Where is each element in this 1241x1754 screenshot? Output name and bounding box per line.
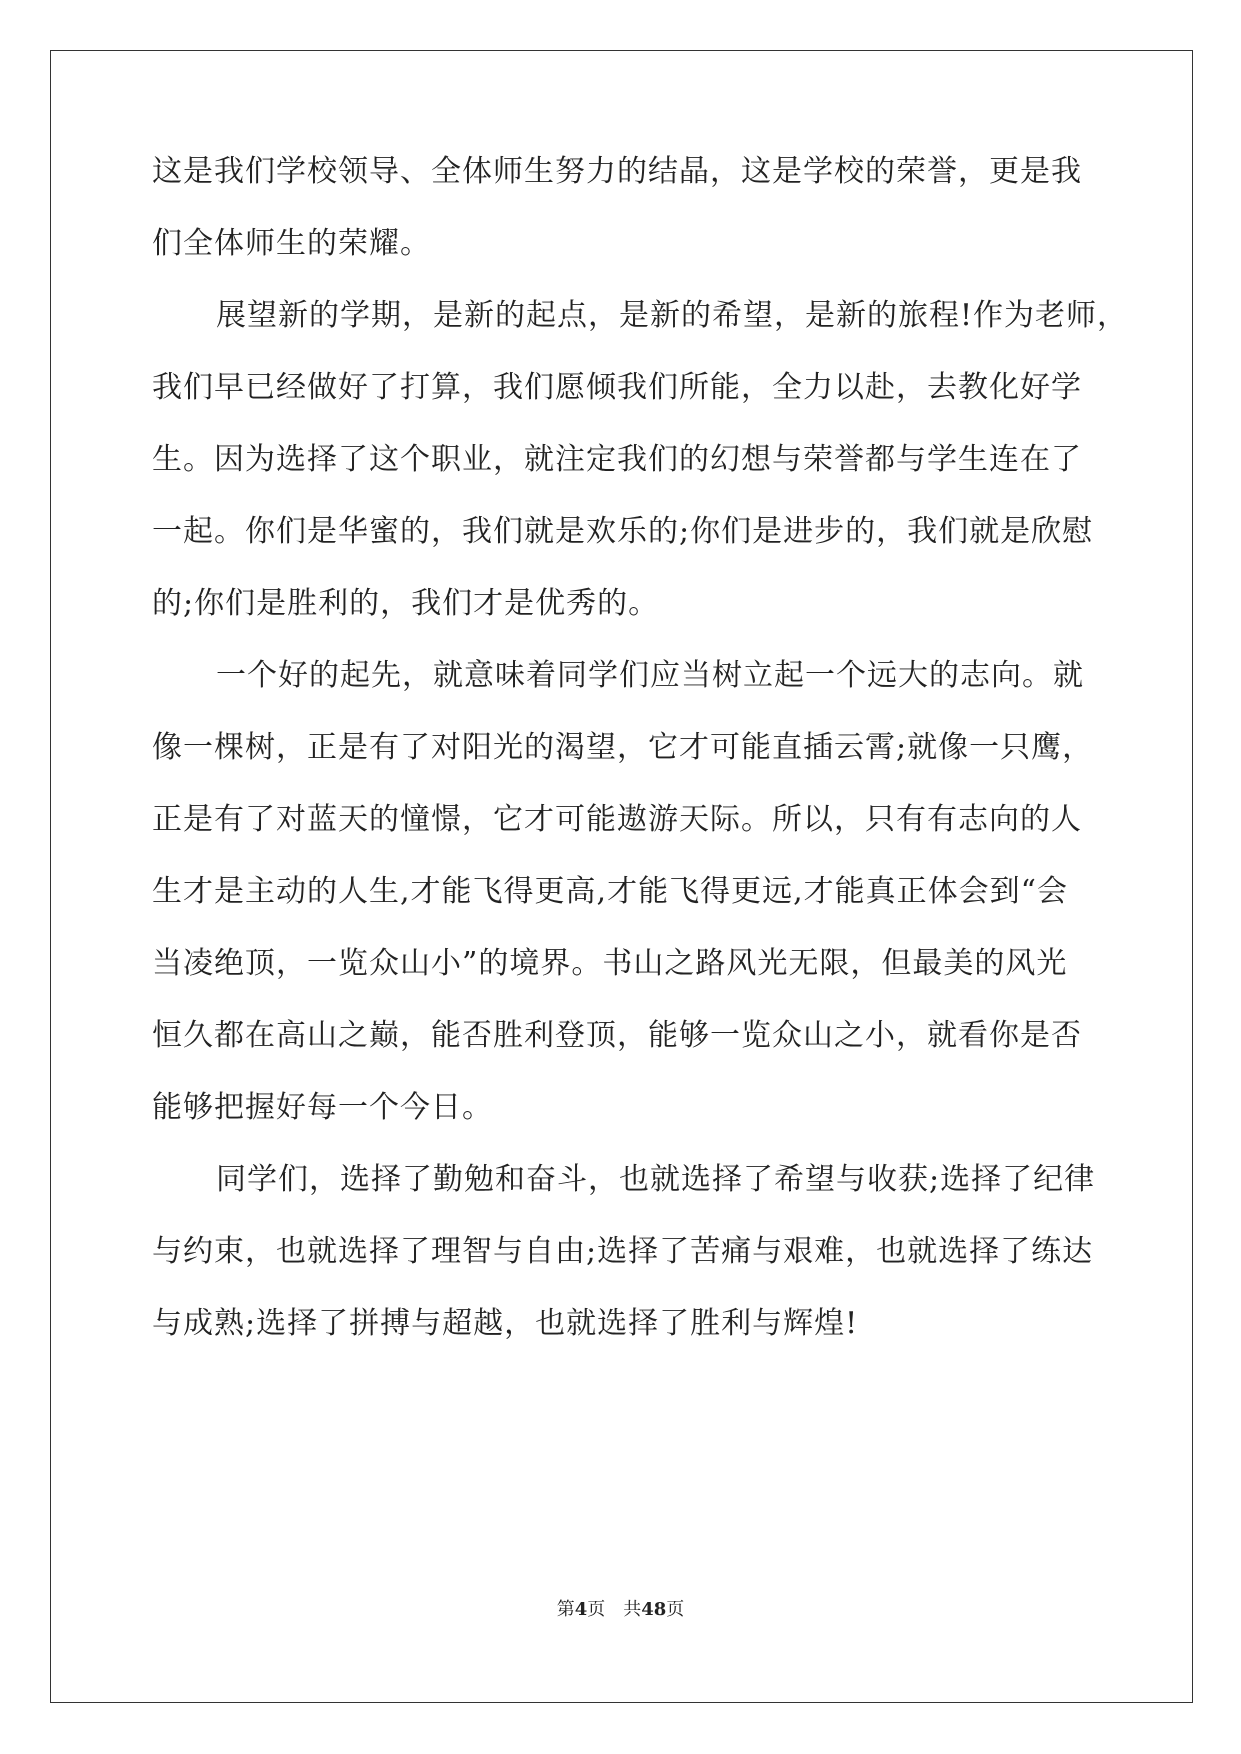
footer-middle: 页 共 (587, 1599, 642, 1620)
text-line: 生才是主动的人生,才能飞得更高,才能飞得更远,才能真正体会到“会 (152, 874, 1068, 909)
text-line: 生。因为选择了这个职业，就注定我们的幻想与荣誉都与学生连在了 (152, 442, 1082, 477)
text-line: 恒久都在高山之巅，能否胜利登顶，能够一览众山之小，就看你是否 (152, 1018, 1082, 1053)
page-number-footer (0, 1598, 1241, 1622)
text-line: 能够把握好每一个今日。 (152, 1090, 493, 1125)
footer-prefix: 第 (556, 1599, 575, 1620)
text-line: 当凌绝顶，一览众山小”的境界。书山之路风光无限，但最美的风光 (152, 946, 1068, 981)
text-line: 们全体师生的荣耀。 (152, 226, 431, 261)
current-page-number: 4 (574, 1599, 588, 1620)
total-page-number: 48 (641, 1599, 667, 1620)
text-line: 与约束，也就选择了理智与自由;选择了苦痛与艰难，也就选择了练达 (152, 1234, 1094, 1269)
text-line: 这是我们学校领导、全体师生努力的结晶，这是学校的荣誉，更是我 (152, 154, 1082, 189)
text-line: 像一棵树，正是有了对阳光的渴望，它才可能直插云霄;就像一只鹰， (152, 730, 1094, 765)
text-line: 的;你们是胜利的，我们才是优秀的。 (152, 586, 660, 621)
paragraph-start-line: 展望新的学期，是新的起点，是新的希望，是新的旅程!作为老师， (216, 298, 1129, 333)
text-line: 与成熟;选择了拼搏与超越，也就选择了胜利与辉煌! (152, 1306, 859, 1341)
paragraph-start-line: 一个好的起先，就意味着同学们应当树立起一个远大的志向。就 (216, 658, 1084, 693)
paragraph-start-line: 同学们，选择了勤勉和奋斗，也就选择了希望与收获;选择了纪律 (216, 1162, 1096, 1197)
text-line: 正是有了对蓝天的憧憬，它才可能遨游天际。所以，只有有志向的人 (152, 802, 1082, 837)
text-line: 一起。你们是华蜜的，我们就是欢乐的;你们是进步的，我们就是欣慰 (152, 514, 1094, 549)
footer-suffix: 页 (666, 1599, 685, 1620)
text-line: 我们早已经做好了打算，我们愿倾我们所能，全力以赴，去教化好学 (152, 370, 1082, 405)
